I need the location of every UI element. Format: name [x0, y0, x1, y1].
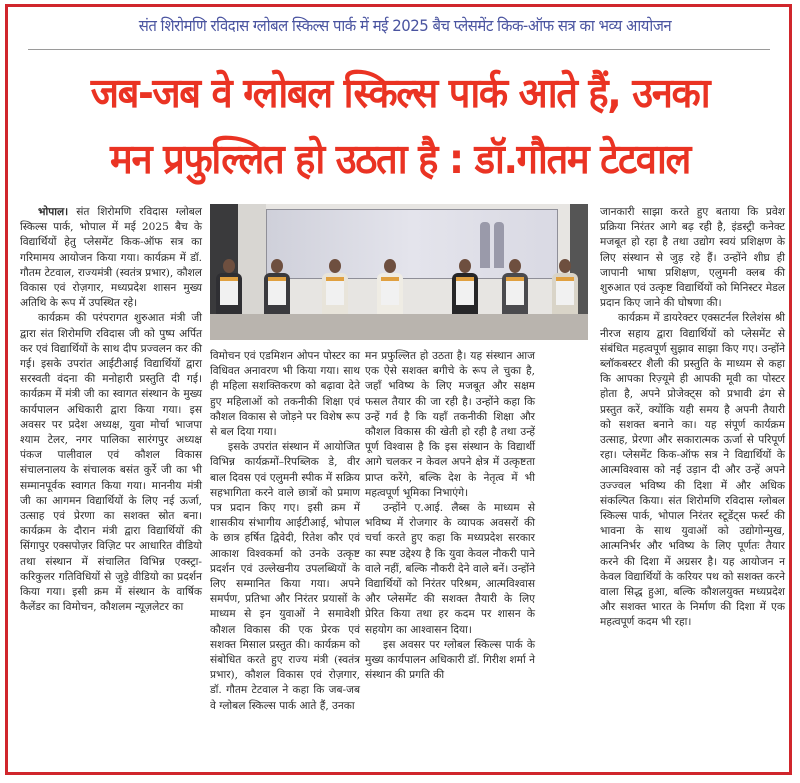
- paragraph: [20, 205, 202, 311]
- photo-stage: [210, 314, 588, 340]
- kicker-divider: [28, 49, 770, 50]
- article-column-3: [365, 349, 535, 683]
- dateline: भोपाल।: [38, 206, 69, 218]
- paragraph: इसके उपरांत संस्थान में आयोजित विभिन्न कार्यक्रमों–रिपब्लिक डे, वीर बाल दिवस एवं एलुमनी स्पीक में सक्रिय सहभागिता करने वाले छात्रों को प्रमाण पत्र प्रदान किए गए। इसी क्रम में शासकीय संभागीय आईटीआई, भोपाल के छात्र हर्षित द्विवेदी, रितेश कौर एवं आकाश विश्वकर्मा को उनके उत्कृष्ट प्रदर्शन एवं उल्लेखनीय उपलब्धियों के लिए सम्मानित किया गया। अपने समर्पण, प्रतिभा और निरंतर प्रयासों के माध्यम से इन युवाओं ने समावेशी कौशल विकास की एक प्रेरक एवं सशक्त मिसाल प्रस्तुत की। कार्यक्रम को संबोधित करते हुए राज्य मंत्री (स्वतंत्र प्रभार), कौशल विकास एवं रोज़गार, डॉ. गौतम टेटवाल ने कहा कि जब-जब वे ग्लोबल स्किल्स पार्क आते हैं, उनका: [210, 441, 360, 712]
- headline-line-1: जब-जब वे ग्लोबल स्किल्स पार्क आते हैं, उनका: [90, 69, 710, 117]
- paragraph: कार्यक्रम की परंपरागत शुरुआत मंत्री जी द्वारा संत शिरोमणि रविदास जी को पुष्प अर्पित कर एवं विद्यार्थियों के साथ दीप प्रज्वलन कर की गई। इसके उपरांत आईटीआई विद्यार्थियों द्वारा सरस्वती वंदना की मनोहारी प्रस्तुति दी गई। कार्यक्रम में मंत्री जी का स्वागत संस्थान के मुख्य कार्यपालन अधिकारी द्वारा किया गया। इस अवसर पर प्रदेश अध्यक्ष, युवा मोर्चा भाजपा श्याम टेलर, नगर पालिका सारंगपुर अध्यक्ष पंकज पालीवाल एवं कौशल विकास संचालनालय के संचालक बसंत कुर्रे जी का भी सम्मानपूर्वक स्वागत किया गया। माननीय मंत्री जी का आगमन विद्यार्थियों के लिए नई ऊर्जा, उत्साह एवं प्रेरणा का सशक्त स्रोत बना। कार्यक्रम के दौरान मंत्री द्वारा विद्यार्थियों की सिंगापुर एक्सपोज़र विज़िट पर आधारित वीडियो तथा संस्थान में संचालित विभिन्न एक्स्ट्रा-करिकुलर गतिविधियों से जुड़े वीडियो का प्रदर्शन किया गया। इसी क्रम में संस्थान के वार्षिक कैलेंडर का विमोचन, कौशलम न्यूज़लेटर का: [20, 312, 202, 614]
- paragraph-text: संत शिरोमणि रविदास ग्लोबल स्किल्स पार्क, भोपाल में मई 2025 बैच के विद्यार्थियों हेतु प्लेसमेंट किक-ऑफ सत्र का गरिमामय आयोजन किया गया। कार्यक्रम में डॉ. गौतम टेटवाल, राज्यमंत्री (स्वतंत्र प्रभार), कौशल विकास एवं रोज़गार, मध्यप्रदेश शासन मुख्य अतिथि के रूप में उपस्थित रहे।: [20, 206, 202, 310]
- paragraph: इस अवसर पर ग्लोबल स्किल्स पार्क के मुख्य कार्यपालन अधिकारी डॉ. गिरीश शर्मा ने संस्थान की प्रगति की: [365, 638, 535, 682]
- paragraph: मन प्रफुल्लित हो उठता है। यह संस्थान आज एक ऐसे सशक्त बगीचे के रूप ले चुका है, जहाँ भविष्य के लिए मजबूत और सक्षम फसल तैयार की जा रही है। उन्होंने कहा कि उन्हें गर्व है कि यहाँ तकनीकी शिक्षा और कौशल विकास की खेती हो रही है तथा उन्हें पूर्ण विश्वास है कि इस संस्थान के विद्यार्थी आगे चलकर न केवल अपने क्षेत्र में उत्कृष्टता प्राप्त करेंगे, बल्कि देश के नेतृत्व में भी महत्वपूर्ण भूमिका निभाएंगे।: [365, 350, 535, 499]
- paragraph: कार्यक्रम में डायरेक्टर एक्सटर्नल रिलेशंस श्री नीरज सहाय द्वारा विद्यार्थियों को प्लेसमेंट से संबंधित महत्वपूर्ण सुझाव साझा किए गए। उन्होंने ब्लॉकबस्टर शैली की प्रस्तुति के माध्यम से कहा कि आपका रिज़्यूमे ही आपकी मूवी का पोस्टर होता है, अपने प्रोजेक्ट्स को प्रभावी ढंग से प्रस्तुत करें, क्योंकि यही समय है अपनी तैयारी को सशक्त बनाने का। यह संपूर्ण कार्यक्रम उत्साह, प्रेरणा और सकारात्मक ऊर्जा से परिपूर्ण रहा। प्लेसमेंट किक-ऑफ सत्र ने विद्यार्थियों के आत्मविश्वास को नई उड़ान दी और उन्हें अपने उज्ज्वल भविष्य की दिशा में और अधिक संकल्पित किया। संत शिरोमणि रविदास ग्लोबल स्किल्स पार्क, भोपाल निरंतर स्टूडेंट्स फर्स्ट की भावना के साथ युवाओं को उद्योगोन्मुख, आत्मनिर्भर और भविष्य के लिए पूर्णतः तैयार करने की दिशा में अग्रसर है। यह आयोजन न केवल विद्यार्थियों के करियर पथ को सशक्त करने वाला सिद्ध हुआ, बल्कि कौशलयुक्त मध्यप्रदेश और सशक्त भारत के निर्माण की दिशा में एक महत्वपूर्ण कदम भी रहा।: [600, 312, 785, 629]
- paragraph: उन्होंने ए.आई. लैब्स के माध्यम से भविष्य में रोजगार के व्यापक अवसरों की चर्चा करते हुए कहा कि मध्यप्रदेश सरकार का स्पष्ट उद्देश्य है कि युवा केवल नौकरी पाने वाले नहीं, बल्कि नौकरी देने वाले बनें। उन्होंने विद्यार्थियों को निरंतर परिश्रम, आत्मविश्वास और प्लेसमेंट की सशक्त तैयारी के लिए प्रेरित किया तथा हर कदम पर शासन के सहयोग का आश्वासन दिया।: [365, 502, 535, 636]
- event-photo: [210, 204, 588, 340]
- article-column-1: [20, 205, 202, 615]
- paragraph: जानकारी साझा करते हुए बताया कि प्रवेश प्रक्रिया निरंतर आगे बढ़ रही है, इंडस्ट्री कनेक्ट मजबूत हो रहा है तथा उद्योग स्वयं प्रशिक्षण के लिए संस्थान से जुड़ रहे हैं। उन्होंने शीघ्र ही जापानी भाषा प्रशिक्षण, एलुमनी क्लब की शुरुआत एवं उत्कृष्ट विद्यार्थियों को मिनिस्टर मेडल प्रदान किए जाने की घोषणा की।: [600, 206, 785, 310]
- article-kicker: संत शिरोमणि रविदास ग्लोबल स्किल्स पार्क में मई 2025 बैच प्लेसमेंट किक-ऑफ सत्र का भव्य आयोजन: [138, 16, 672, 35]
- article-column-4: [600, 205, 785, 631]
- article-column-2: [210, 349, 360, 714]
- paragraph: विमोचन एवं एडमिशन ओपन पोस्टर का विधिवत अनावरण भी किया गया। साथ ही महिला सशक्तिकरण को बढ़ावा देते हुए महिलाओं को तकनीकी शिक्षा एवं कौशल विकास से जोड़ने पर विशेष रूप से बल दिया गया।: [210, 350, 360, 439]
- headline-line-2: मन प्रफुल्लित हो उठता है : डॉ.गौतम टेटवाल: [110, 135, 690, 183]
